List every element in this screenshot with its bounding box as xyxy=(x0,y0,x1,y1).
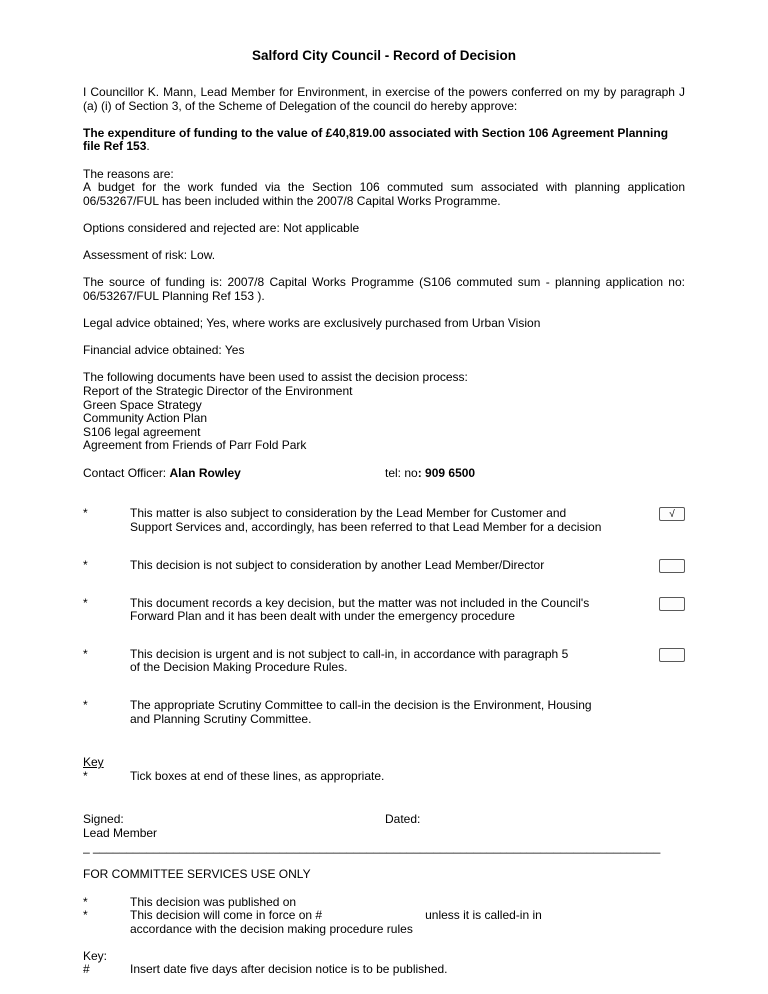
checklist-text xyxy=(130,597,647,624)
options-line: Options considered and rejected are: Not applicable xyxy=(83,220,360,235)
hash-note: Insert date five days after decision notice is to be published. xyxy=(130,962,448,977)
financial-line: Financial advice obtained: Yes xyxy=(83,343,245,358)
asterisk-marker: * xyxy=(83,908,88,923)
checklist-text xyxy=(130,648,647,675)
asterisk-marker: * xyxy=(83,646,88,661)
asterisk-marker: * xyxy=(83,697,88,712)
phone-number: : 909 6500 xyxy=(417,465,476,480)
checklist-line: The appropriate Scrutiny Committee to call-in the decision is the Environment, Housing xyxy=(130,697,592,712)
checklist-item xyxy=(83,597,685,624)
force-row xyxy=(83,909,685,936)
document-list-item: Report of the Strategic Director of the Environment xyxy=(83,384,353,399)
contact-row xyxy=(83,467,685,481)
contact-officer xyxy=(83,467,385,481)
checklist-text xyxy=(130,559,647,573)
signed-block xyxy=(83,813,685,854)
published-row xyxy=(83,896,685,910)
documents-intro: The following documents have been used to assist the decision process: xyxy=(83,370,468,385)
document-list-item: Community Action Plan xyxy=(83,411,208,426)
committee-key-label: Key: xyxy=(83,948,108,963)
checklist-item xyxy=(83,648,685,675)
key-section xyxy=(83,756,685,783)
document-list-item: Green Space Strategy xyxy=(83,397,202,412)
force-text-left: This decision will come in force on # xyxy=(130,908,323,923)
checklist-line: and Planning Scrutiny Committee. xyxy=(130,711,312,726)
asterisk-marker: * xyxy=(83,768,88,783)
checklist-line: This matter is also subject to consideration by the Lead Member for Customer and xyxy=(130,506,567,521)
key-note: Tick boxes at end of these lines, as appropriate. xyxy=(130,768,385,783)
asterisk-marker: * xyxy=(83,595,88,610)
contact-name: Alan Rowley xyxy=(169,465,241,480)
contact-officer-label: Contact Officer: xyxy=(83,465,167,480)
checklist-item xyxy=(83,559,685,573)
tick-checkbox-key-decision-emergency[interactable] xyxy=(659,597,685,611)
hash-note-row xyxy=(83,963,685,977)
force-text-line1 xyxy=(130,909,542,923)
checklist-line: This document records a key decision, but the matter was not included in the Council's xyxy=(130,595,590,610)
document-list-item: Agreement from Friends of Parr Fold Park xyxy=(83,438,307,453)
key-label: Key xyxy=(83,755,104,770)
signed-label: Signed: xyxy=(83,812,124,827)
checklist-text xyxy=(130,507,647,534)
phone-label: tel: no xyxy=(385,465,418,480)
tick-checkbox-not-subject[interactable] xyxy=(659,559,685,573)
legal-line: Legal advice obtained; Yes, where works are exclusively purchased from Urban Vision xyxy=(83,316,541,331)
hash-marker: # xyxy=(83,962,90,977)
asterisk-marker: * xyxy=(83,506,88,521)
published-text: This decision was published on xyxy=(130,894,297,909)
tick-checkbox-customer-referral[interactable]: √ xyxy=(659,507,685,521)
asterisk-marker: * xyxy=(83,557,88,572)
reasons-label: The reasons are: xyxy=(83,166,174,181)
risk-line: Assessment of risk: Low. xyxy=(83,248,216,263)
checklist-line: of the Decision Making Procedure Rules. xyxy=(130,660,348,675)
asterisk-marker: * xyxy=(83,894,88,909)
checklist-line: Forward Plan and it has been dealt with under the emergency procedure xyxy=(130,609,515,624)
funding-line: The source of funding is: 2007/8 Capital Works Programme (S106 commuted sum - planning application no: 06/53267/FUL Planning Ref 153 ). xyxy=(83,275,685,303)
force-text xyxy=(130,909,542,936)
page-title: Salford City Council - Record of Decision xyxy=(251,48,517,63)
document-list-item: S106 legal agreement xyxy=(83,424,201,439)
checklist-item xyxy=(83,507,685,534)
lead-member-label: Lead Member xyxy=(83,825,158,840)
dated-label: Dated: xyxy=(385,812,421,827)
committee-title: FOR COMMITTEE SERVICES USE ONLY xyxy=(83,867,311,882)
signed-dated-row xyxy=(83,813,685,827)
checklist-text xyxy=(130,699,647,726)
approval-statement xyxy=(83,127,685,154)
approval-text: The expenditure of funding to the value of £40,819.00 associated with Section 106 Agreement Planning file Ref 153 xyxy=(83,125,669,154)
tick-checkbox-urgent-no-callin[interactable] xyxy=(659,648,685,662)
approval-suffix: . xyxy=(146,139,150,154)
reasons-section xyxy=(83,168,685,209)
checklist-line: This decision is urgent and is not subject to call-in, in accordance with paragraph 5 xyxy=(130,646,569,661)
force-text-line2: accordance with the decision making procedure rules xyxy=(130,921,413,936)
checklist-item xyxy=(83,699,685,726)
force-text-right: unless it is called-in in xyxy=(425,908,542,923)
documents-section xyxy=(83,371,685,453)
checklist-line: Support Services and, accordingly, has been referred to that Lead Member for a decision xyxy=(130,520,602,534)
signature-line: _ _____________________________________________________________________________________ xyxy=(83,840,661,854)
reasons-body: A budget for the work funded via the Section 106 commuted sum associated with planning application 06/53267/FUL has been included within the 2007/8 Capital Works Programme. xyxy=(83,180,685,208)
contact-phone xyxy=(385,466,475,480)
checklist-line: This decision is not subject to consideration by another Lead Member/Director xyxy=(130,557,545,572)
intro-paragraph: I Councillor K. Mann, Lead Member for Environment, in exercise of the powers conferred on my by paragraph J (a) (i) of Section 3, of the Scheme of Delegation of the council do hereby approve: xyxy=(83,85,685,113)
key-note-row xyxy=(83,770,685,784)
